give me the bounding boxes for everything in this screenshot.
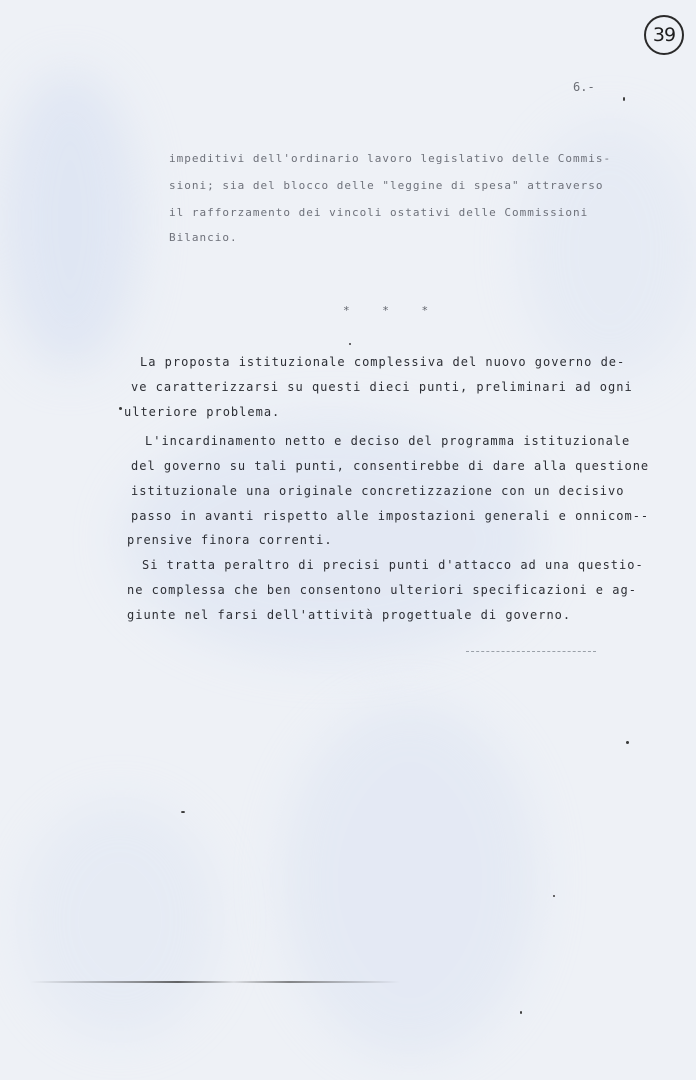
ink-speck <box>626 741 629 744</box>
section-separator: * * * <box>343 304 442 317</box>
text-line: prensive finora correnti. <box>127 533 333 547</box>
text-line: giunte nel farsi dell'attività progettuale di governo. <box>127 608 572 622</box>
footer-rule <box>30 981 400 983</box>
paper-stain <box>280 700 540 1060</box>
folio-stamp: 39 <box>644 15 684 55</box>
page-number: 6.- <box>573 80 595 94</box>
ink-speck <box>119 407 122 410</box>
ink-speck <box>623 97 625 101</box>
text-line: Si tratta peraltro di precisi punti d'attacco ad una questio- <box>142 558 644 572</box>
dashed-rule <box>466 651 596 653</box>
text-line: La proposta istituzionale complessiva del nuovo governo de- <box>140 355 626 369</box>
text-line: impeditivi dell'ordinario lavoro legislativo delle Commis- <box>169 152 612 165</box>
paper-stain <box>0 70 140 370</box>
text-line: del governo su tali punti, consentirebbe di dare alla questione <box>131 459 650 473</box>
ink-speck <box>349 343 351 345</box>
text-line: ne complessa che ben consentono ulteriori specificazioni e ag- <box>127 583 637 597</box>
ink-speck <box>520 1011 522 1014</box>
text-line: Bilancio. <box>169 231 238 244</box>
ink-speck <box>181 811 185 813</box>
paper-stain <box>20 800 220 1040</box>
text-line: passo in avanti rispetto alle impostazioni generali e onnicom-- <box>131 509 650 523</box>
text-line: ulteriore problema. <box>124 405 281 419</box>
text-line: ve caratterizzarsi su questi dieci punti, preliminari ad ogni <box>131 380 633 394</box>
ink-speck <box>553 895 555 897</box>
text-line: istituzionale una originale concretizzazione con un decisivo <box>131 484 625 498</box>
text-line: L'incardinamento netto e deciso del programma istituzionale <box>145 434 631 448</box>
text-line: sioni; sia del blocco delle "leggine di spesa" attraverso <box>169 179 604 192</box>
text-line: il rafforzamento dei vincoli ostativi delle Commissioni <box>169 206 589 219</box>
